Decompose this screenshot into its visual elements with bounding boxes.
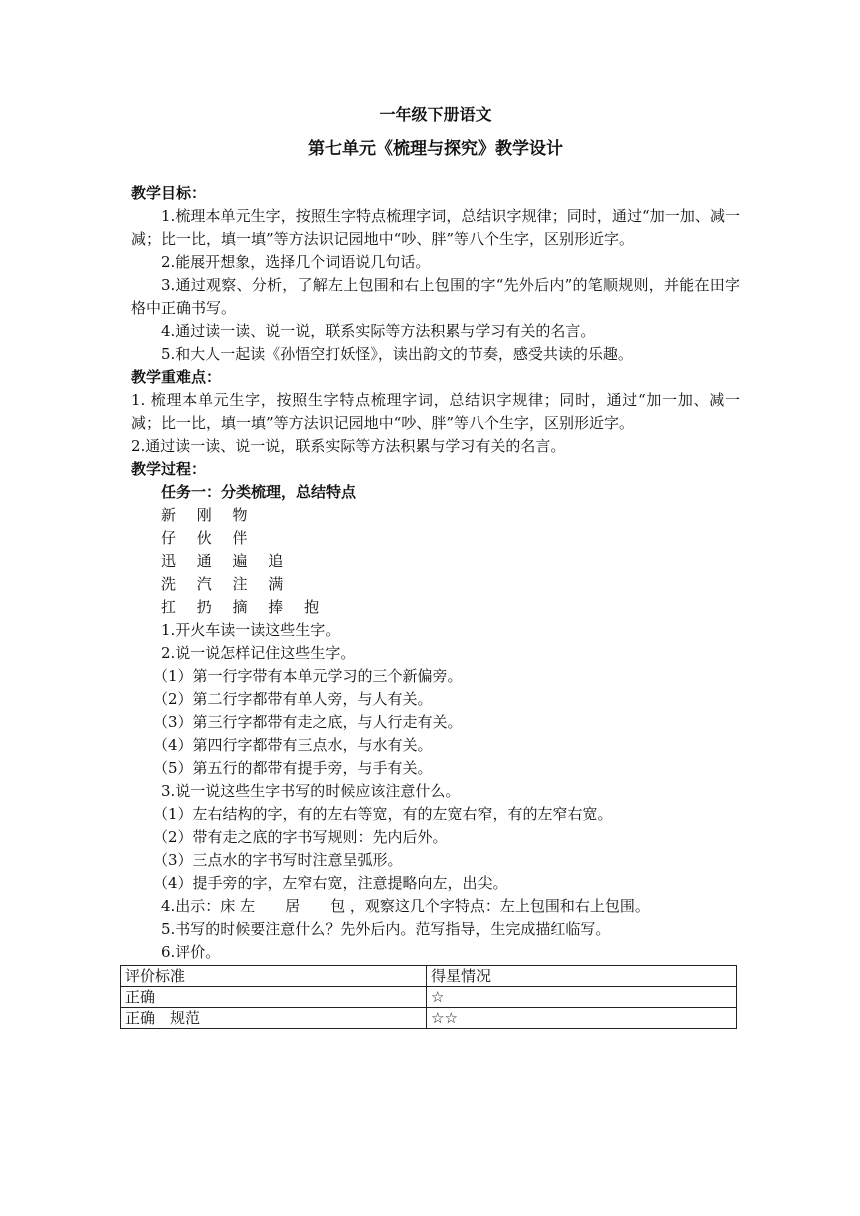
- table-row: [121, 987, 737, 1008]
- sub-item: （5）第五行的都带有提手旁，与手有关。: [153, 759, 433, 777]
- key-points-heading: 教学重难点：: [131, 368, 222, 386]
- goal-item: 4.通过读一读、说一说，联系实际等方法积累与学习有关的名言。: [161, 322, 596, 340]
- step-item: 4.出示：床 左 居 包 ，观察这几个字特点：左上包围和右上包围。: [161, 897, 650, 915]
- table-header-row: [121, 966, 737, 987]
- goal-item: 2.能展开想象，选择几个词语说几句话。: [161, 253, 431, 271]
- char-row: 洗 汽 注 满: [161, 575, 292, 593]
- unit-title: 第七单元《梳理与探究》教学设计: [308, 139, 563, 159]
- step-item: 5.书写的时候要注意什么？先外后内。范写指导，生完成描红临写。: [161, 920, 611, 938]
- table-header-cell: 评价标准: [121, 966, 427, 987]
- char-row: 扛 扔 摘 捧 抱: [161, 598, 328, 616]
- table-row: [121, 1008, 737, 1029]
- step-item: 2.说一说怎样记住这些生字。: [161, 644, 356, 662]
- goal-item: 1.梳理本单元生字，按照生字特点梳理字词，总结识字规律；同时，通过“加一加、减一减；比一比，填一填”等方法识记园地中“吵、胖”等八个生字，区别形近字。: [131, 207, 740, 248]
- sub-item: （3）第三行字都带有走之底，与人行走有关。: [153, 713, 463, 731]
- sub-item: （1）左右结构的字，有的左右等宽，有的左宽右窄，有的左窄右宽。: [153, 805, 613, 823]
- table-cell: 正确: [121, 987, 427, 1008]
- step-item: 1.开火车读一读这些生字。: [161, 621, 341, 639]
- char-row: 迅 通 遍 追: [161, 552, 292, 570]
- goal-item: 3.通过观察、分析，了解左上包围和右上包围的字“先外后内”的笔顺规则，并能在田字格中正确书写。: [131, 276, 740, 317]
- sub-item: （4）提手旁的字，左窄右宽，注意提略向左，出尖。: [153, 874, 508, 892]
- key-point-item: 1. 梳理本单元生字，按照生字特点梳理字词，总结识字规律；同时，通过“加一加、减一减；比一比，填一填”等方法识记园地中“吵、胖”等八个生字，区别形近字。: [131, 391, 740, 432]
- table-cell: ☆: [427, 987, 737, 1008]
- sub-item: （4）第四行字都带有三点水，与水有关。: [153, 736, 433, 754]
- goals-heading: 教学目标：: [131, 184, 207, 202]
- sub-item: （1）第一行字带有本单元学习的三个新偏旁。: [153, 667, 463, 685]
- key-point-item: 2.通过读一读、说一说，联系实际等方法积累与学习有关的名言。: [131, 437, 566, 455]
- lesson-plan: [125, 103, 740, 1029]
- sub-item: （2）第二行字都带有单人旁，与人有关。: [153, 690, 433, 708]
- sub-item: （2）带有走之底的字书写规则：先内后外。: [153, 828, 448, 846]
- sub-item: （3）三点水的字书写时注意呈弧形。: [153, 851, 403, 869]
- task-heading: 任务一：分类梳理，总结特点: [161, 483, 357, 501]
- step-item: 6.评价。: [161, 943, 221, 961]
- char-row: 仔 伙 伴: [161, 529, 256, 547]
- char-row: 新 刚 物: [161, 506, 256, 524]
- table-header-cell: 得星情况: [427, 966, 737, 987]
- grade-title: 一年级下册语文: [379, 105, 492, 124]
- table-cell: ☆☆: [427, 1008, 737, 1029]
- step-item: 3.说一说这些生字书写的时候应该注意什么。: [161, 782, 461, 800]
- table-cell: 正确 规范: [121, 1008, 427, 1029]
- goal-item: 5.和大人一起读《孙悟空打妖怪》，读出韵文的节奏，感受共读的乐趣。: [161, 345, 633, 363]
- evaluation-table: [120, 965, 737, 1029]
- process-heading: 教学过程：: [131, 460, 207, 478]
